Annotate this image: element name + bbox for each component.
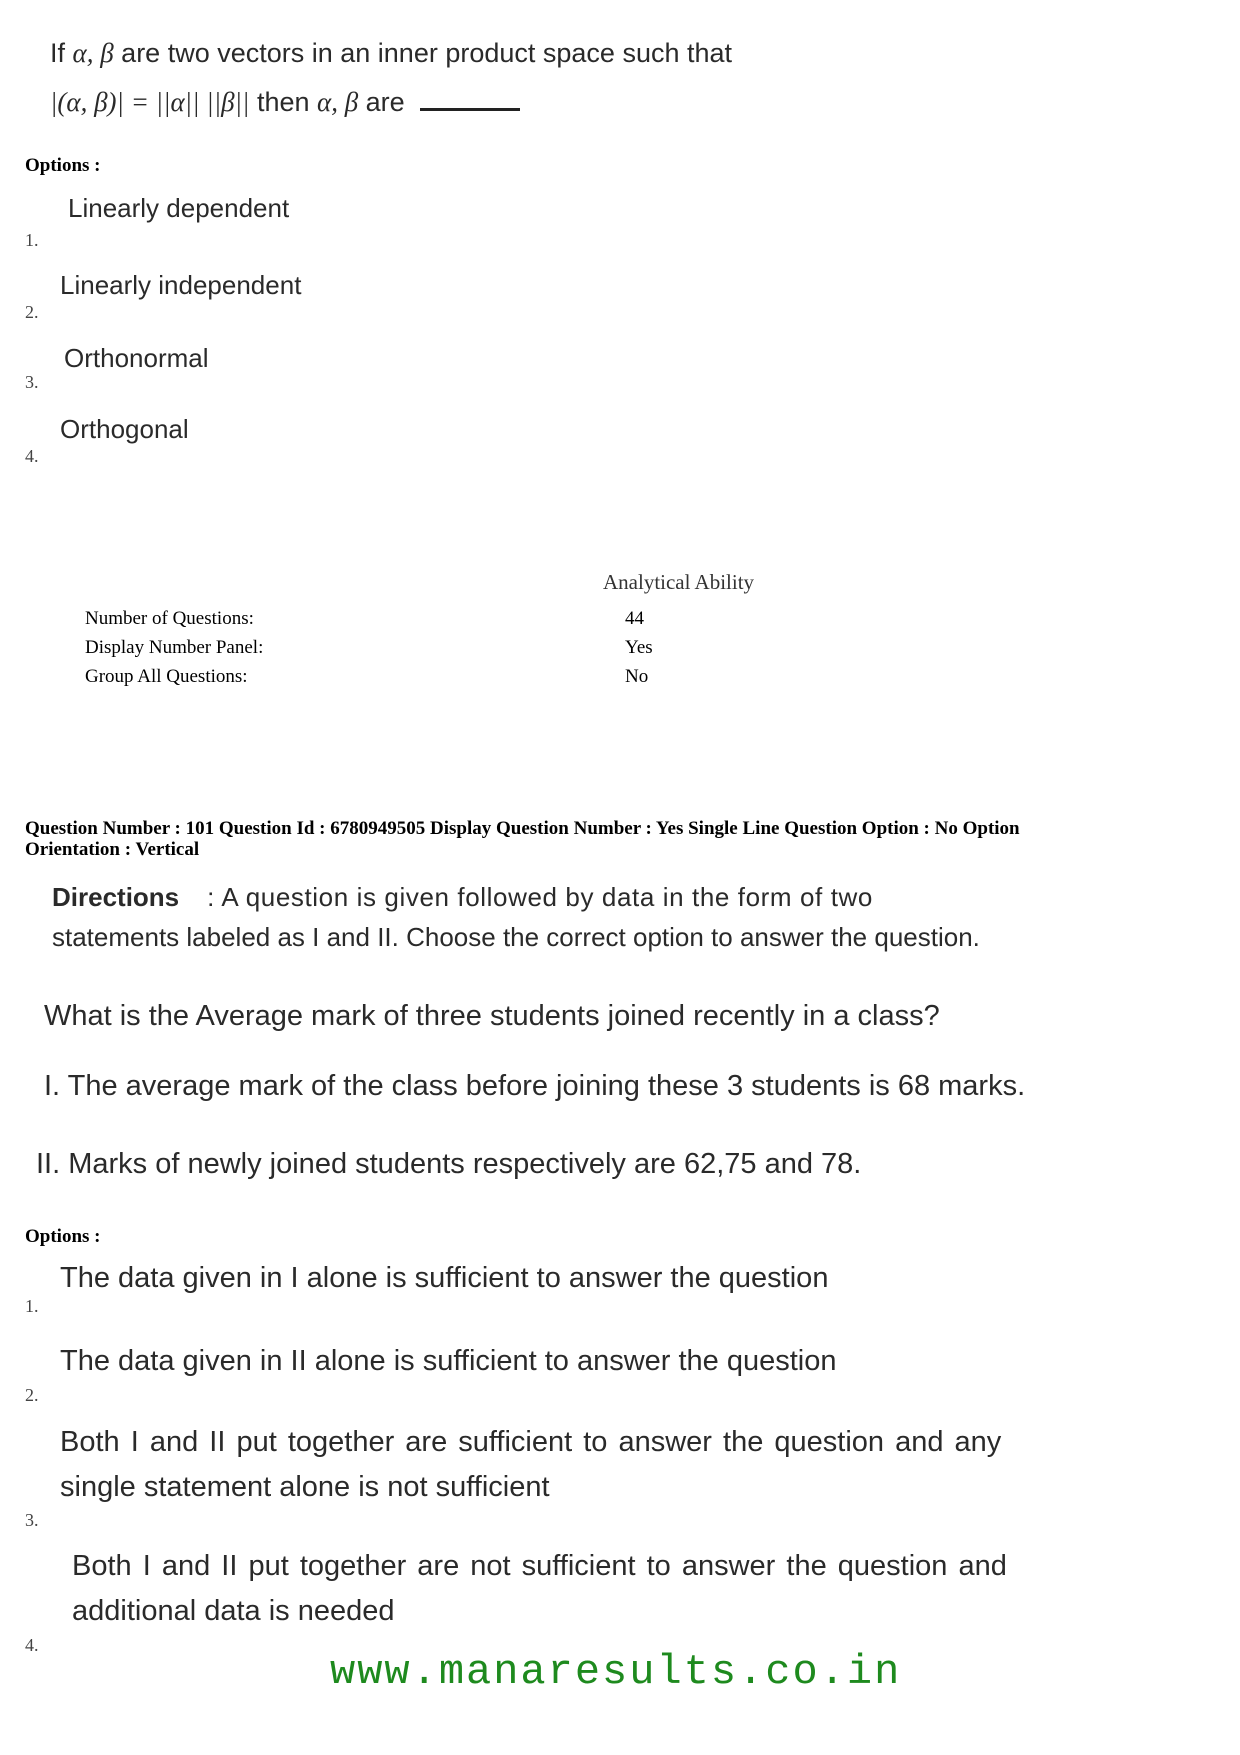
q101-directions-line1 bbox=[52, 882, 873, 913]
q100-stem-text: are two vectors in an inner product space such that bbox=[121, 38, 733, 68]
q100-vars-2: α, β bbox=[317, 87, 359, 117]
q100-options-label: Options : bbox=[25, 155, 101, 176]
q100-then: then bbox=[256, 87, 310, 117]
q101-header-line1: Question Number : 101 Question Id : 6780949505 Display Question Number : Yes Single Line Question Option : No Option bbox=[25, 818, 1020, 839]
q101-option-4-text-line1: Both I and II put together are not sufficient to answer the question and bbox=[72, 1550, 1007, 1582]
q101-directions-text1: : A question is given followed by data in the form of two bbox=[207, 882, 873, 912]
q101-statement-2: II. Marks of newly joined students respectively are 62,75 and 78. bbox=[36, 1148, 862, 1180]
section-row-value-questions: 44 bbox=[625, 608, 644, 629]
section-row-value-panel: Yes bbox=[625, 637, 653, 658]
answer-blank bbox=[420, 82, 520, 111]
q101-options-label: Options : bbox=[25, 1226, 101, 1247]
q100-if: If bbox=[50, 38, 66, 68]
q101-statement-1: I. The average mark of the class before joining these 3 students is 68 marks. bbox=[44, 1070, 1026, 1102]
q100-stem-line2 bbox=[50, 82, 520, 118]
q100-vars: α, β bbox=[72, 38, 114, 68]
q100-option-2-number: 2. bbox=[25, 302, 39, 322]
q100-option-1-number: 1. bbox=[25, 230, 39, 250]
section-row-label-panel: Display Number Panel: bbox=[85, 637, 264, 658]
q101-option-2-text: The data given in II alone is sufficient to answer the question bbox=[60, 1345, 837, 1377]
q101-option-1-number: 1. bbox=[25, 1296, 39, 1316]
q101-option-2-number: 2. bbox=[25, 1385, 39, 1405]
q100-option-1-text: Linearly dependent bbox=[68, 193, 290, 223]
q100-option-3-text: Orthonormal bbox=[64, 343, 209, 373]
section-row-value-group: No bbox=[625, 666, 649, 687]
q100-stem-line1 bbox=[50, 38, 732, 69]
q101-option-3-text-line2: single statement alone is not sufficient bbox=[60, 1471, 550, 1503]
q101-option-3-number: 3. bbox=[25, 1510, 39, 1530]
q100-norm-equation: |(α, β)| = ||α|| ||β|| bbox=[50, 87, 250, 117]
q101-option-4-text-line2: additional data is needed bbox=[72, 1595, 395, 1627]
q101-directions-line2: statements labeled as I and II. Choose the correct option to answer the question. bbox=[52, 922, 980, 952]
q101-directions-label: Directions bbox=[52, 882, 180, 912]
q100-option-2-text: Linearly independent bbox=[60, 270, 302, 300]
q101-option-1-text: The data given in I alone is sufficient to answer the question bbox=[60, 1262, 829, 1294]
section-title: Analytical Ability bbox=[603, 570, 755, 594]
section-row-label-questions: Number of Questions: bbox=[85, 608, 254, 629]
section-row-label-group: Group All Questions: bbox=[85, 666, 248, 687]
q100-option-3-number: 3. bbox=[25, 372, 39, 392]
q101-question: What is the Average mark of three students joined recently in a class? bbox=[44, 1000, 940, 1032]
q101-option-3-text-line1: Both I and II put together are sufficient to answer the question and any bbox=[60, 1426, 1002, 1458]
q100-are: are bbox=[365, 87, 405, 117]
watermark-url: www.manaresults.co.in bbox=[330, 1648, 902, 1696]
q101-header-line2: Orientation : Vertical bbox=[25, 839, 200, 860]
q100-option-4-number: 4. bbox=[25, 446, 39, 466]
q100-option-4-text: Orthogonal bbox=[60, 414, 189, 444]
q101-option-4-number: 4. bbox=[25, 1635, 39, 1655]
